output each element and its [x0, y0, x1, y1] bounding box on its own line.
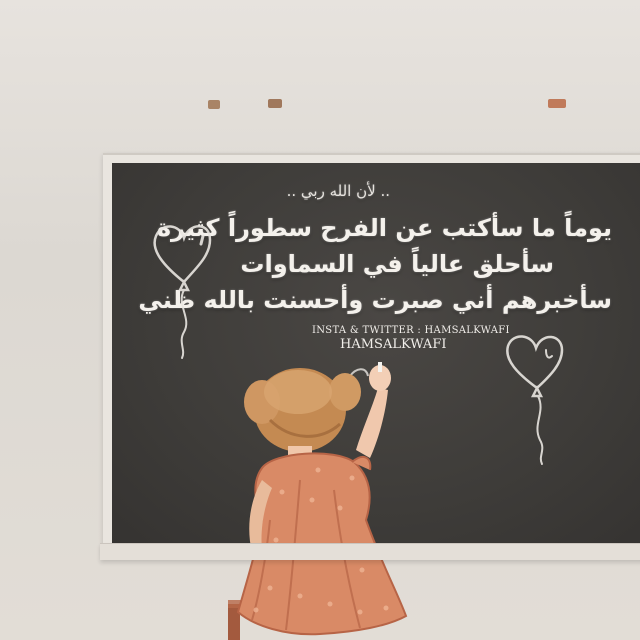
- chalk-line-1: يوماً ما سأكتب عن الفرح سطوراً كثيرة: [156, 214, 612, 242]
- chalk-scribble: [350, 369, 368, 376]
- chalk-line-intro: .. لأن الله ربي ..: [286, 182, 390, 200]
- signature-text: HAMSALKWAFI: [340, 337, 447, 352]
- chalk-line-2: سأحلق عالياً في السماوات: [240, 250, 554, 278]
- chalk-line-3: سأخبرهم أني صبرت وأحسنت بالله ظني: [138, 286, 612, 314]
- heart-balloon-icon: [155, 226, 210, 358]
- social-credit: INSTA & TWITTER : HAMSALKWAFI: [312, 325, 510, 336]
- girl-figure: [228, 362, 406, 640]
- chalk-ledge: [100, 543, 640, 560]
- heart-balloon-icon: [507, 336, 562, 464]
